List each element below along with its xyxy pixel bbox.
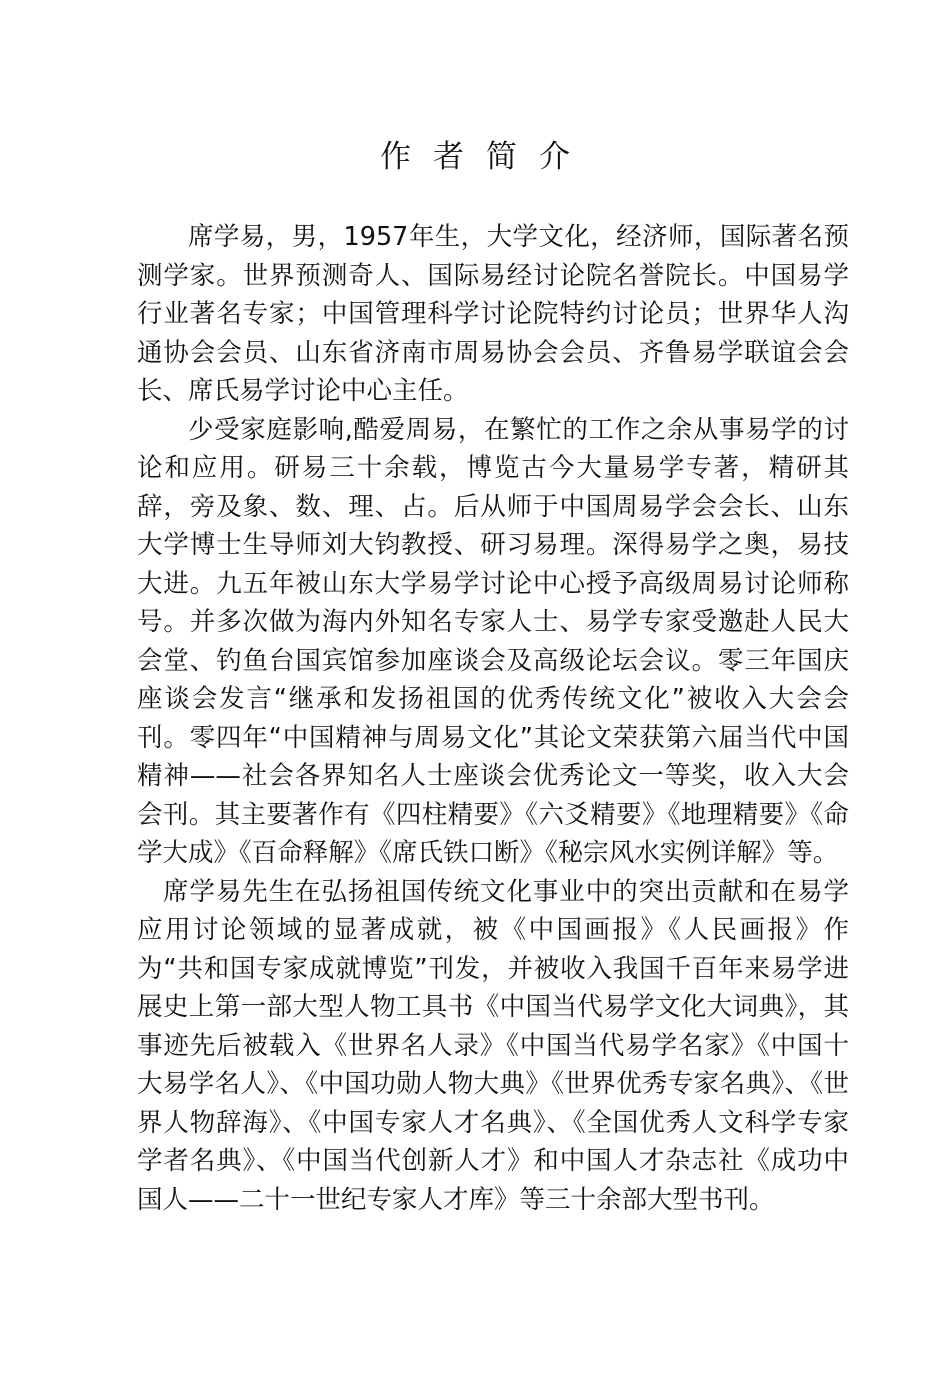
paragraph-achievements: 席学易先生在弘扬祖国传统文化事业中的突出贡献和在易学应用讨论领域的显著成就，被《中国画报》《人民画报》作为“共和国专家成就博览”刊发，并被收入我国千百年来易学进展史上第一部大型人物工具书《中国当代易学文化大词典》，其事迹先后被载入《世界名人录》《中国当代易学名家》《中国十大易学名人》、《中国功勋人物大典》《世界优秀专家名典》、《世界人物辞海》、《中国专家人才名典》、《全国优秀人文科学专家学者名典》、《中国当代创新人才》和中国人才杂志社《成功中国人——二十一世纪专家人才库》等三十余部大型书刊。: [137, 876, 849, 1215]
document-body: [137, 218, 849, 1219]
paragraph-biography: 席学易，男，1957年生，大学文化，经济师，国际著名预测学家。世界预测奇人、国际易经讨论院名誉院长。中国易学行业著名专家；中国管理科学讨论院特约讨论员；世界华人沟通协会会员、山东省济南市周易协会会员、齐鲁易学联谊会会长、席氏易学讨论中心主任。: [137, 222, 849, 406]
page-title: 作者简介: [380, 139, 592, 175]
paragraph-study-history: 少受家庭影响,酷爱周易，在繁忙的工作之余从事易学的讨论和应用。研易三十余载，博览古今大量易学专著，精研其辞，旁及象、数、理、占。后从师于中国周易学会会长、山东大学博士生导师刘大钧教授、研习易理。深得易学之奥，易技大进。九五年被山东大学易学讨论中心授予高级周易讨论师称号。并多次做为海内外知名专家人士、易学专家受邀赴人民大会堂、钓鱼台国宾馆参加座谈会及高级论坛会议。零三年国庆座谈会发言“继承和发扬祖国的优秀传统文化”被收入大会会刊。零四年“中国精神与周易文化”其论文荣获第六届当代中国精神——社会各界知名人士座谈会优秀论文一等奖，收入大会会刊。其主要著作有《四柱精要》《六爻精要》《地理精要》《命学大成》《百命释解》《席氏铁口断》《秘宗风水实例详解》等。: [137, 414, 849, 868]
